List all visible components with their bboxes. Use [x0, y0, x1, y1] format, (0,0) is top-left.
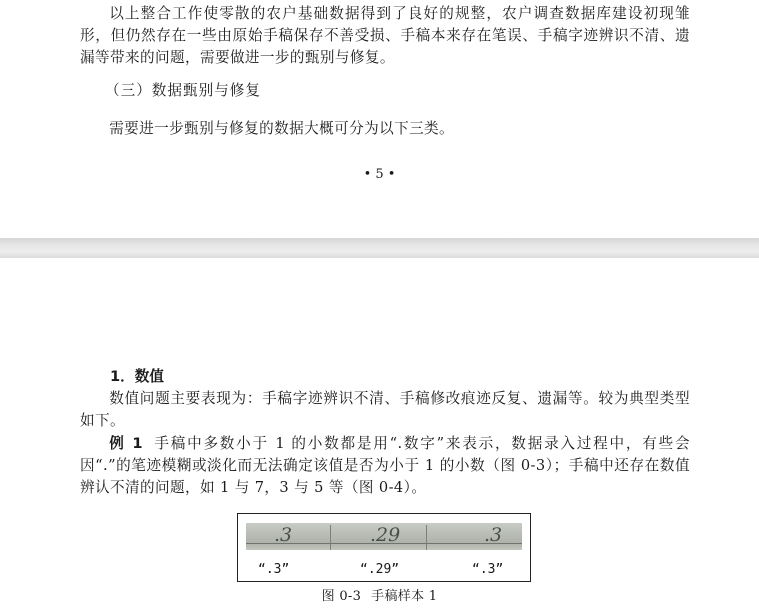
- handwritten-value-1: .3: [274, 524, 293, 546]
- example-paragraph: [80, 433, 690, 499]
- handwritten-value-3: .3: [484, 524, 503, 546]
- transcribed-value-2: “.29”: [360, 562, 400, 577]
- manuscript-sample-figure: [237, 513, 531, 582]
- manuscript-scan-strip: [246, 523, 522, 550]
- body-paragraph-categories: 需要进一步甄别与修复的数据大概可分为以下三类。: [109, 120, 455, 137]
- figure-caption-number: 图 0-3: [321, 589, 362, 604]
- section-heading-numeric: 1．数值: [110, 368, 164, 385]
- page-separator: [0, 238, 759, 258]
- example-text: 手稿中多数小于 1 的小数都是用“.数字”来表示，数据录入过程中，有些会因“.”的笔迹模糊或淡化而无法确定该值是否为小于 1 的小数（图 0-3）；手稿中还存在数值辨认不清的问题，如 1 与 7，3 与 5 等（图 0-4）。: [80, 435, 690, 496]
- body-paragraph-numeric-issues: 数值问题主要表现为：手稿字迹辨识不清、手稿修改痕迹反复、遗漏等。较为典型类型如下。: [80, 390, 690, 429]
- section-subheading: （三）数据甄别与修复: [105, 82, 261, 99]
- example-label: 例 1: [109, 435, 143, 452]
- transcribed-value-1: “.3”: [258, 562, 290, 577]
- body-paragraph-integration: 以上整合工作使零散的农户基础数据得到了良好的规整，农户调查数据库建设初现雏形，但仍然存在一些由原始手稿保存不善受损、手稿本来存在笔误、手稿字迹辨识不清、遗漏等带来的问题，需要做进一步的甄别与修复。: [80, 5, 690, 66]
- page-number: • 5 •: [363, 167, 396, 182]
- figure-transcriptions: [238, 561, 530, 579]
- figure-caption-title: 手稿样本 1: [371, 589, 438, 604]
- transcribed-value-3: “.3”: [472, 562, 504, 577]
- figure-caption: [0, 587, 759, 607]
- handwritten-value-2: .29: [370, 524, 401, 546]
